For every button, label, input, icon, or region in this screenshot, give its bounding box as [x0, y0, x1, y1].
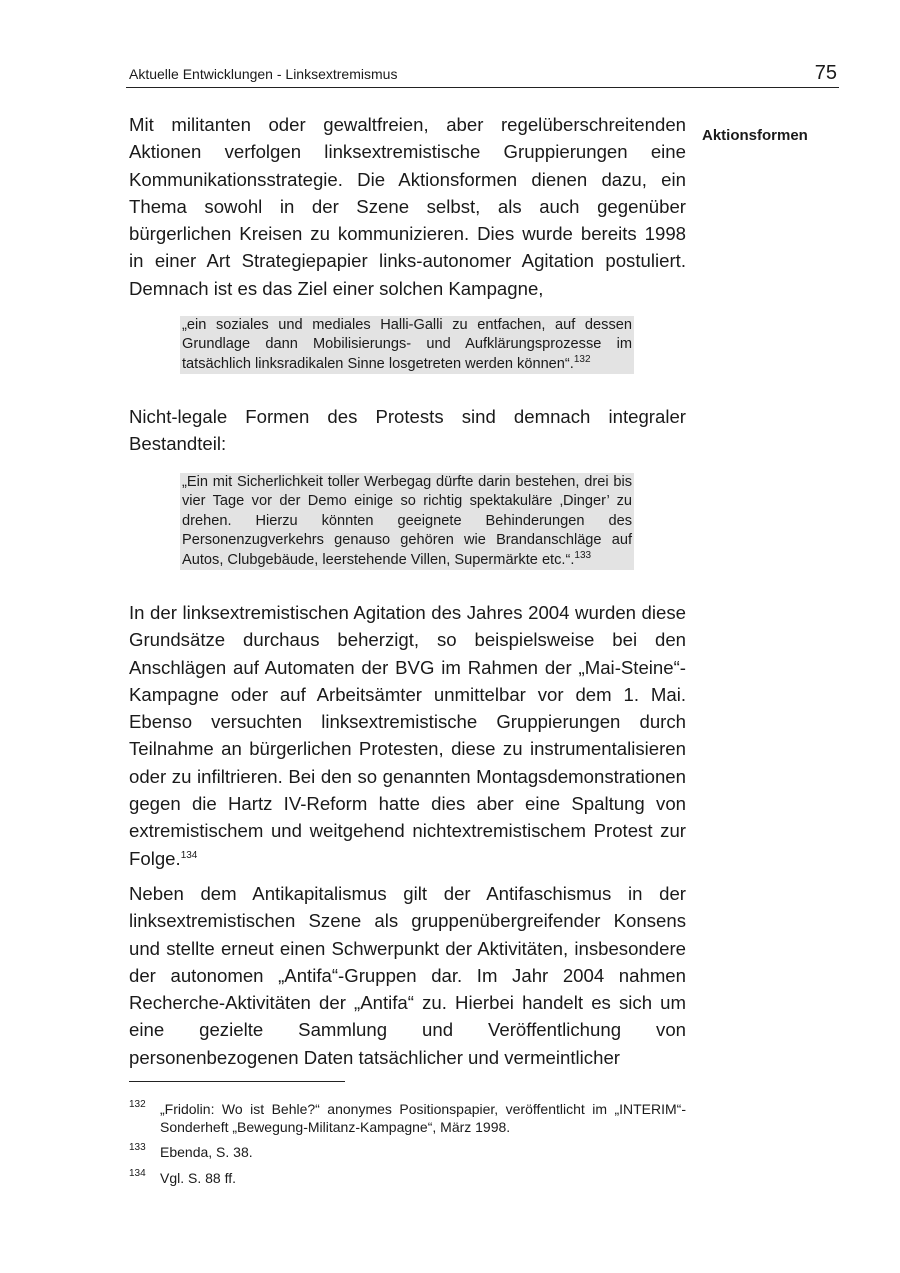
- paragraph-2-text: Nicht-legale Formen des Protests sind demnach integraler Bestandteil:: [129, 406, 686, 455]
- footnote-ref-132: 132: [573, 353, 591, 365]
- paragraph-1-text: Mit militanten oder gewaltfreien, aber regelüberschreitenden Aktionen verfolgen linksextremistische Gruppierungen eine Kommunikationsstrategie. Die Aktionsformen dienen dazu, ein Thema sowohl in der Szene selbst, als auch gegenüber bürgerlichen Kreisen zu kommunizieren. Dies wurde bereits 1998 in einer Art Strategiepapier links-autonomer Agitation postuliert. Demnach ist es das Ziel einer solchen Kampagne,: [129, 114, 686, 299]
- footnote-ref-133: 133: [574, 549, 592, 561]
- paragraph-1: [129, 111, 686, 302]
- footnote-number: 133: [129, 1142, 146, 1153]
- paragraph-3: [129, 599, 686, 872]
- block-quote-2: [180, 473, 634, 570]
- margin-note: Aktionsformen: [702, 127, 808, 144]
- header-rule: [126, 87, 839, 88]
- paragraph-3-text: In der linksextremistischen Agitation des Jahres 2004 wurden diese Grundsätze durchaus beherzigt, so beispielsweise bei den Anschlägen auf Automaten der BVG im Rahmen der „Mai-Steine“-Kampagne oder auf Arbeitsämter unmittelbar vor dem 1. Mai. Ebenso versuchten linksextremistische Gruppierungen durch Teilnahme an bürgerlichen Protesten, diese zu instrumentalisieren oder zu infiltrieren. Bei den so genannten Montagsdemonstrationen gegen die Hartz IV-Reform hatte dies aber eine Spaltung von extremistischem und weitgehend nichtextremistischem Protest zur Folge.: [129, 602, 686, 869]
- page-number: 75: [814, 62, 837, 84]
- footnote-number: 132: [129, 1099, 146, 1110]
- block-quote-1: [180, 316, 634, 374]
- footnote-text: Vgl. S. 88 ff.: [160, 1170, 237, 1186]
- block-quote-2-text: „Ein mit Sicherlichkeit toller Werbegag dürfte darin bestehen, drei bis vier Tage vor der Demo einige so richtig spektakuläre ‚Dinger’ zu drehen. Hierzu könnten geeignete Behinderungen des Personenzugverkehrs genauso gehören wie Brandanschläge auf Autos, Clubgebäude, leerstehende Villen, Supermärkte etc.“.: [182, 474, 632, 568]
- footnote-ref-134: 134: [180, 849, 198, 861]
- paragraph-4-text: Neben dem Antikapitalismus gilt der Antifaschismus in der linksextremistischen Szene als gruppenübergreifender Konsens und stellte erneut einen Schwerpunkt der Aktivitäten, insbesondere der autonomen „Antifa“-Gruppen dar. Im Jahr 2004 nahmen Recherche-Aktivitäten der „Antifa“ zu. Hierbei handelt es sich um eine gezielte Sammlung und Veröffentlichung von personenbezogenen Daten tatsächlicher und vermeintlicher: [129, 883, 686, 1068]
- footnote-separator: [129, 1081, 345, 1082]
- paragraph-4: [129, 880, 686, 1071]
- paragraph-2: [129, 403, 686, 458]
- footnote-text: „Fridolin: Wo ist Behle?“ anonymes Positionspapier, veröffentlicht im „INTERIM“-Sonderheft „Bewegung-Militanz-Kampagne“, März 1998.: [160, 1101, 686, 1135]
- running-header-title: Aktuelle Entwicklungen - Linksextremismus: [129, 66, 398, 82]
- footnote-number: 134: [129, 1168, 146, 1179]
- footnote-text: Ebenda, S. 38.: [160, 1144, 253, 1160]
- block-quote-1-text: „ein soziales und mediales Halli-Galli zu entfachen, auf dessen Grundlage dann Mobilisierungs- und Aufklärungsprozesse im tatsächlich linksradikalen Sinne losgetreten werden können“.: [182, 317, 632, 372]
